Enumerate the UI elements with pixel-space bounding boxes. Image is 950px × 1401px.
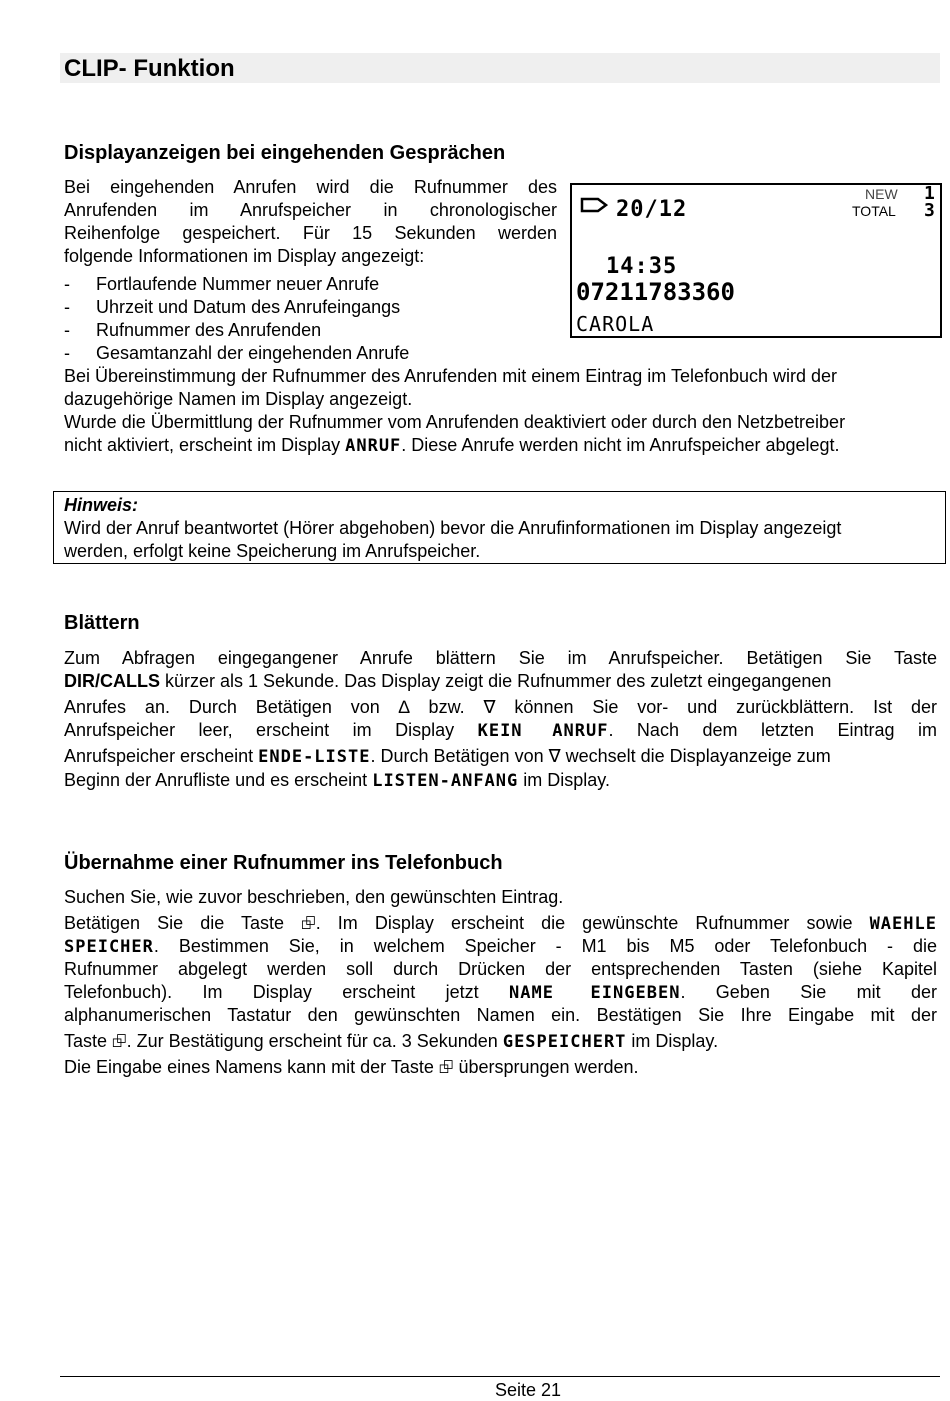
intro-line-3: Reihenfolge gespeichert. Für 15 Sekunden werden: [64, 223, 557, 243]
blaettern-line-6: Beginn der Anrufliste und es erscheint LISTEN-ANFANG im Display.: [64, 770, 610, 791]
deactivated-line-2: nicht aktiviert, erscheint im Display ANRUF. Diese Anrufe werden nicht im Anrufspeicher abgelegt.: [64, 435, 840, 456]
uebernahme-line-5: Telefonbuch). Im Display erscheint jetzt NAME EINGEBEN. Geben Sie mit der: [64, 982, 937, 1003]
arrow-key-icon: ⮺: [112, 1031, 127, 1051]
page-number: Seite 21: [494, 1380, 562, 1400]
lcd-text-anruf: ANRUF: [345, 436, 402, 456]
uebernahme-line-7: Taste ⮺. Zur Bestätigung erscheint für ca. 3 Sekunden GESPEICHERT im Display.: [64, 1031, 719, 1052]
hinweis-title: Hinweis:: [64, 495, 139, 515]
deactivated-line-1: Wurde die Übermittlung der Rufnummer vom Anrufenden deaktiviert oder durch den Netzbetreiber: [64, 412, 846, 432]
lcd-text-ende-liste: ENDE-LISTE: [258, 747, 371, 767]
match-line-2: dazugehörige Namen im Display angezeigt.: [64, 389, 413, 409]
uebernahme-line-6: alphanumerischen Tastatur den gewünschten Namen ein. Bestätigen Sie Ihre Eingabe mit der: [64, 1005, 937, 1025]
match-line-1: Bei Übereinstimmung der Rufnummer des Anrufenden mit einem Eintrag im Telefonbuch wird der: [64, 366, 838, 386]
display-number: 07211783360: [576, 278, 735, 306]
arrow-key-icon: ⮺: [438, 1057, 454, 1077]
uebernahme-line-2: Betätigen Sie die Taste ⮺. Im Display erscheint die gewünschte Rufnummer sowie WAEHLE: [64, 913, 937, 934]
phone-display-illustration: [570, 183, 942, 338]
lcd-text-name-eingeben: NAME EINGEBEN: [509, 983, 681, 1003]
blaettern-line-4: Anrufspeicher leer, erscheint im Display KEIN ANRUF. Nach dem letzten Eintrag im: [64, 720, 937, 741]
lcd-text-listen-anfang: LISTEN-ANFANG: [372, 771, 519, 791]
arrow-key-icon: ⮺: [301, 913, 316, 933]
display-total-count: 3: [924, 200, 936, 221]
display-total-label: TOTAL: [852, 203, 896, 219]
hinweis-line-2: werden, erfolgt keine Speicherung im Anrufspeicher.: [64, 541, 481, 561]
section-heading-uebernahme: Übernahme einer Rufnummer ins Telefonbuch: [64, 852, 503, 874]
footer-divider: [60, 1376, 940, 1377]
blaettern-line-1: Zum Abfragen eingegangener Anrufe blättern Sie im Anrufspeicher. Betätigen Sie Taste: [64, 648, 937, 668]
intro-line-1: Bei eingehenden Anrufen wird die Rufnummer des: [64, 177, 557, 197]
key-dir-calls: DIR/CALLS: [64, 671, 160, 691]
blaettern-line-3: Anrufes an. Durch Betätigen von ∆ bzw. ∇ können Sie vor- und zurückblättern. Ist der: [64, 697, 937, 717]
display-name: CAROLA: [576, 312, 655, 336]
hinweis-line-1: Wird der Anruf beantwortet (Hörer abgehoben) bevor die Anrufinformationen im Display angezeigt: [64, 518, 842, 538]
intro-line-2: Anrufenden im Anrufspeicher in chronologischer: [64, 200, 557, 220]
uebernahme-line-3: SPEICHER. Bestimmen Sie, in welchem Speicher - M1 bis M5 oder Telefonbuch - die: [64, 936, 937, 957]
battery-icon: [580, 197, 608, 213]
uebernahme-line-4: Rufnummer abgelegt werden soll durch Drücken der entsprechenden Tasten (siehe Kapitel: [64, 959, 937, 979]
lcd-text-kein-anruf: KEIN ANRUF: [477, 721, 609, 741]
display-time: 14:35: [606, 254, 678, 279]
blaettern-line-2: DIR/CALLS kürzer als 1 Sekunde. Das Display zeigt die Rufnummer des zuletzt eingegangenen: [64, 671, 832, 691]
section-heading-display: Displayanzeigen bei eingehenden Gesprächen: [64, 142, 506, 164]
lcd-text-speicher: SPEICHER: [64, 937, 154, 957]
uebernahme-line-1: Suchen Sie, wie zuvor beschrieben, den gewünschten Eintrag.: [64, 887, 564, 907]
lcd-text-gespeichert: GESPEICHERT: [502, 1032, 627, 1052]
uebernahme-line-8: Die Eingabe eines Namens kann mit der Taste ⮺ übersprungen werden.: [64, 1057, 639, 1077]
page-title: CLIP- Funktion: [64, 55, 235, 82]
display-date: 20/12: [616, 197, 688, 222]
intro-line-4: folgende Informationen im Display angezeigt:: [64, 246, 425, 266]
display-new-count: 1: [924, 183, 936, 204]
display-new-label: NEW: [865, 186, 898, 202]
section-heading-blaettern: Blättern: [64, 612, 140, 634]
blaettern-line-5: Anrufspeicher erscheint ENDE-LISTE. Durch Betätigen von ∇ wechselt die Displayanzeige zum: [64, 746, 831, 767]
